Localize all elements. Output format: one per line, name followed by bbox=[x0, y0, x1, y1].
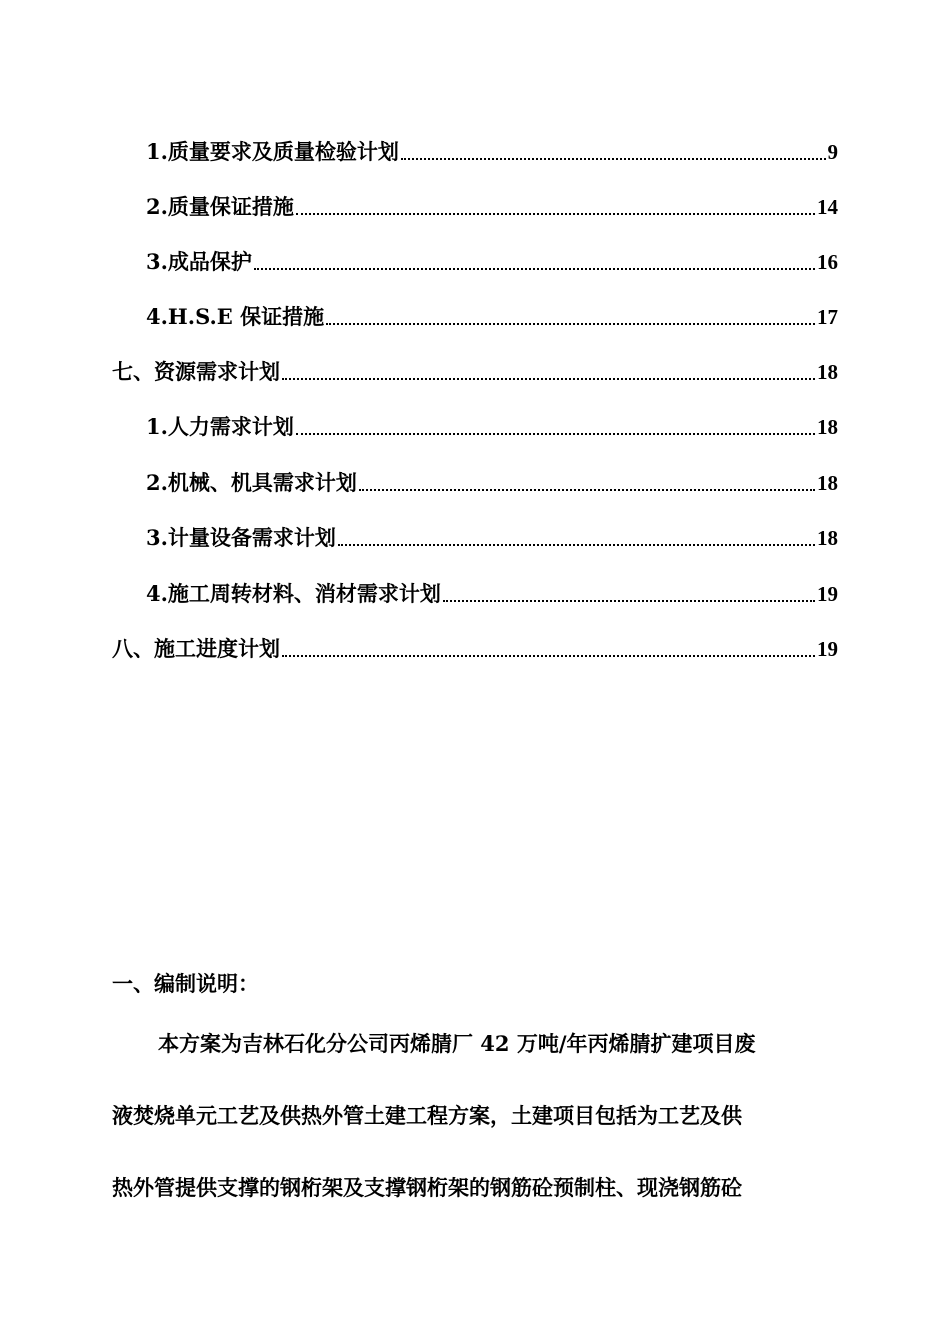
toc-entry-page: 18 bbox=[817, 471, 838, 495]
toc-entry-page: 19 bbox=[817, 582, 838, 606]
toc-entry-page: 14 bbox=[817, 195, 838, 219]
toc-entry[interactable] bbox=[146, 580, 838, 608]
toc-entry-title: 3.成品保护 bbox=[146, 249, 252, 274]
toc-entry-title: 八、施工进度计划 bbox=[112, 636, 280, 661]
dot-leader bbox=[254, 268, 815, 270]
toc-entry[interactable] bbox=[146, 248, 838, 276]
toc-entry-title: 4.施工周转材料、消材需求计划 bbox=[146, 581, 441, 606]
dot-leader bbox=[282, 378, 815, 380]
dot-leader bbox=[401, 158, 826, 160]
toc-entry[interactable] bbox=[146, 303, 838, 331]
toc-entry-title: 2.机械、机具需求计划 bbox=[146, 470, 357, 495]
toc-entry[interactable] bbox=[146, 524, 838, 552]
toc-entry-page: 19 bbox=[817, 637, 838, 661]
toc-entry-page: 18 bbox=[817, 415, 838, 439]
dot-leader bbox=[338, 544, 815, 546]
toc-entry-title: 2.质量保证措施 bbox=[146, 194, 294, 219]
toc-entry-title: 1.质量要求及质量检验计划 bbox=[146, 139, 399, 164]
paragraph-line: 液焚烧单元工艺及供热外管土建工程方案，土建项目包括为工艺及供 bbox=[112, 1103, 742, 1128]
toc-entry-title: 3.计量设备需求计划 bbox=[146, 525, 336, 550]
toc-entry[interactable] bbox=[146, 193, 838, 221]
toc-entry-title: 4.H.S.E 保证措施 bbox=[146, 304, 325, 329]
toc-entry-page: 17 bbox=[817, 305, 838, 329]
paragraph-line: 热外管提供支撑的钢桁架及支撑钢桁架的钢筋砼预制柱、现浇钢筋砼 bbox=[112, 1175, 742, 1200]
toc-entry-title: 1.人力需求计划 bbox=[146, 414, 294, 439]
dot-leader bbox=[443, 600, 815, 602]
dot-leader bbox=[326, 323, 815, 325]
dot-leader bbox=[282, 655, 815, 657]
dot-leader bbox=[296, 433, 815, 435]
dot-leader bbox=[296, 213, 815, 215]
toc-entry-title: 七、资源需求计划 bbox=[112, 359, 280, 384]
paragraph-line: 本方案为吉林石化分公司丙烯腈厂 42 万吨/年丙烯腈扩建项目废 bbox=[158, 1031, 756, 1056]
toc-entry-page: 18 bbox=[817, 360, 838, 384]
toc-entry[interactable] bbox=[146, 469, 838, 497]
section-heading: 一、编制说明： bbox=[112, 971, 259, 996]
toc-entry-page: 16 bbox=[817, 250, 838, 274]
toc-entry[interactable] bbox=[112, 358, 838, 386]
toc-entry[interactable] bbox=[146, 413, 838, 441]
dot-leader bbox=[359, 489, 815, 491]
toc-entry-page: 18 bbox=[817, 526, 838, 550]
toc-entry[interactable] bbox=[146, 138, 838, 166]
toc-entry[interactable] bbox=[112, 635, 838, 663]
toc-entry-page: 9 bbox=[827, 140, 838, 164]
